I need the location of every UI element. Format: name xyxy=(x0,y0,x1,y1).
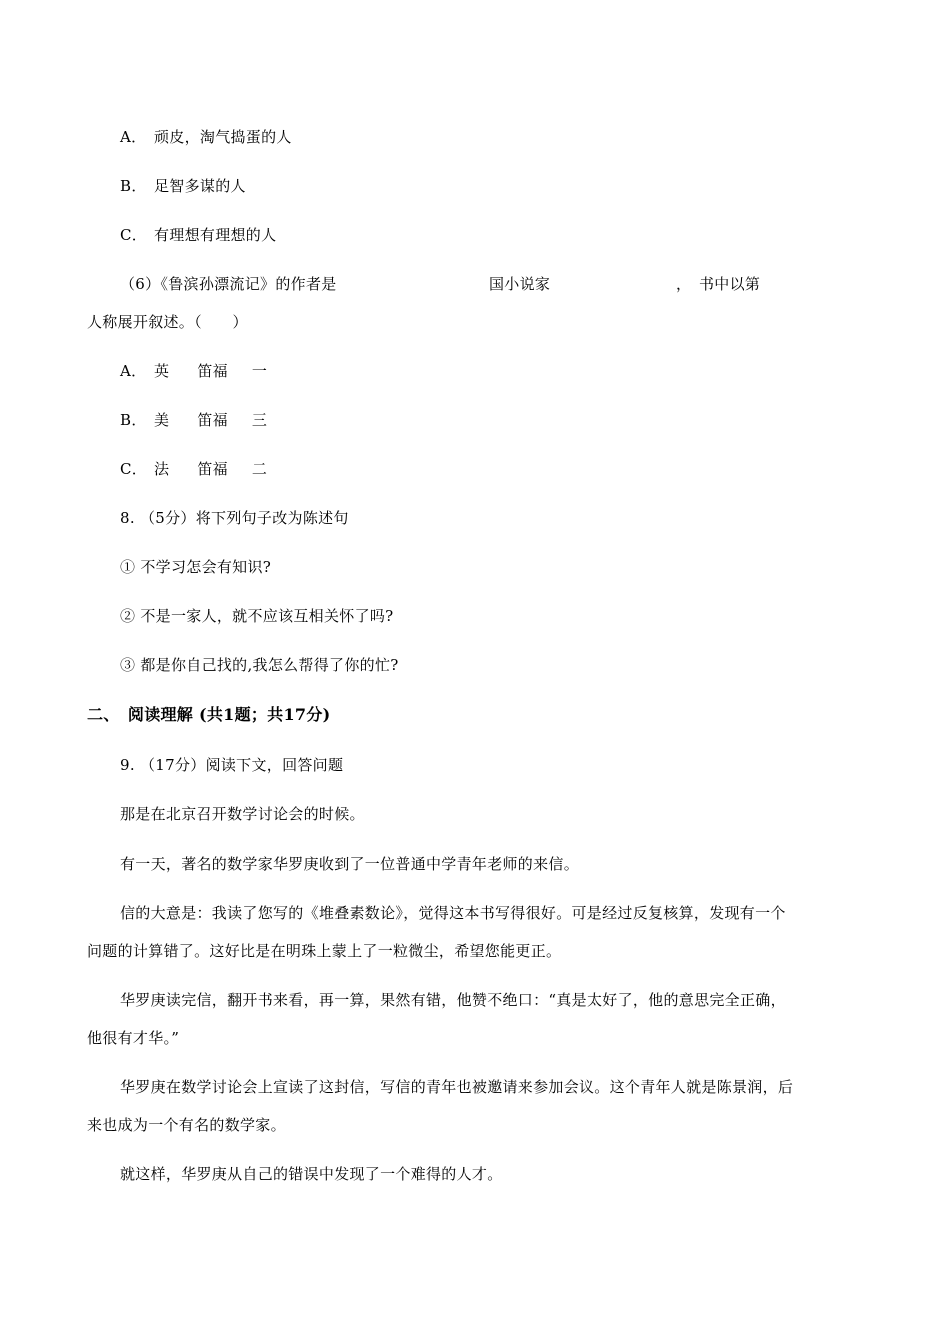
option-field-a: 法 xyxy=(154,460,170,478)
option-field-b: 笛福 xyxy=(197,411,228,429)
q9-paragraph-4-line1: 华罗庚读完信，翻开书来看，再一算，果然有错，他赞不绝口：“真是太好了，他的意思完全正确， xyxy=(120,991,786,1009)
q9-paragraph-3-line2: 问题的计算错了。这好比是在明珠上蒙上了一粒微尘，希望您能更正。 xyxy=(87,942,562,960)
q6-stem-part2: 国小说家 xyxy=(489,275,551,293)
q9-paragraph-1: 那是在北京召开数学讨论会的时候。 xyxy=(120,805,365,823)
option-field-c: 一 xyxy=(251,362,268,380)
option-field-b: 笛福 xyxy=(197,460,228,478)
option-field-a: 美 xyxy=(154,411,170,429)
q8-item-2: ② 不是一家人，就不应该互相关怀了吗? xyxy=(120,607,394,625)
q9-paragraph-5-line2: 来也成为一个有名的数学家。 xyxy=(87,1116,286,1134)
option-field-c: 三 xyxy=(251,411,268,429)
q8-item-1: ① 不学习怎会有知识? xyxy=(120,558,272,576)
q9-paragraph-4-line2: 他很有才华。” xyxy=(87,1029,180,1047)
section-heading-reading: 二、 阅读理解 (共1题；共17分) xyxy=(87,705,331,724)
option-field-a: 英 xyxy=(154,362,170,380)
option-letter: C． xyxy=(120,460,148,478)
option-letter: A． xyxy=(120,128,147,146)
q5-option-a xyxy=(120,127,292,147)
q5-option-b xyxy=(120,176,246,196)
q6-option-b xyxy=(120,410,267,430)
q6-stem-line2: 人称展开叙述。（ ） xyxy=(87,313,248,331)
q6-stem-part3: ， xyxy=(676,275,692,293)
option-letter: A． xyxy=(120,362,147,380)
option-letter: B． xyxy=(120,177,147,195)
q9-paragraph-5-line1: 华罗庚在数学讨论会上宣读了这封信，写信的青年也被邀请来参加会议。这个青年人就是陈景润，后 xyxy=(120,1078,794,1096)
q6-stem-part4: 书中以第 xyxy=(699,275,761,293)
option-text: 顽皮，淘气捣蛋的人 xyxy=(154,128,292,146)
q6-stem-part1: （6）《鲁滨孙漂流记》的作者是 xyxy=(120,275,337,293)
q9-paragraph-3-line1: 信的大意是：我读了您写的《堆叠素数论》，觉得这本书写得很好。可是经过反复核算，发现有一个 xyxy=(120,904,786,922)
option-field-c: 二 xyxy=(251,460,268,478)
q9-paragraph-2: 有一天，著名的数学家华罗庚收到了一位普通中学青年老师的来信。 xyxy=(120,855,580,873)
q8-item-3: ③ 都是你自己找的,我怎么帮得了你的忙? xyxy=(120,656,399,674)
option-letter: C． xyxy=(120,226,148,244)
q9-paragraph-6: 就这样，华罗庚从自己的错误中发现了一个难得的人才。 xyxy=(120,1165,503,1183)
q5-option-c xyxy=(120,225,276,245)
option-text: 足智多谋的人 xyxy=(154,177,246,195)
q6-option-a xyxy=(120,361,267,381)
q8-title: 8. （5分）将下列句子改为陈述句 xyxy=(120,509,349,527)
q6-option-c xyxy=(120,459,267,479)
option-text: 有理想有理想的人 xyxy=(154,226,277,244)
option-field-b: 笛福 xyxy=(197,362,228,380)
q9-title: 9. （17分）阅读下文，回答问题 xyxy=(120,756,344,774)
option-letter: B． xyxy=(120,411,147,429)
